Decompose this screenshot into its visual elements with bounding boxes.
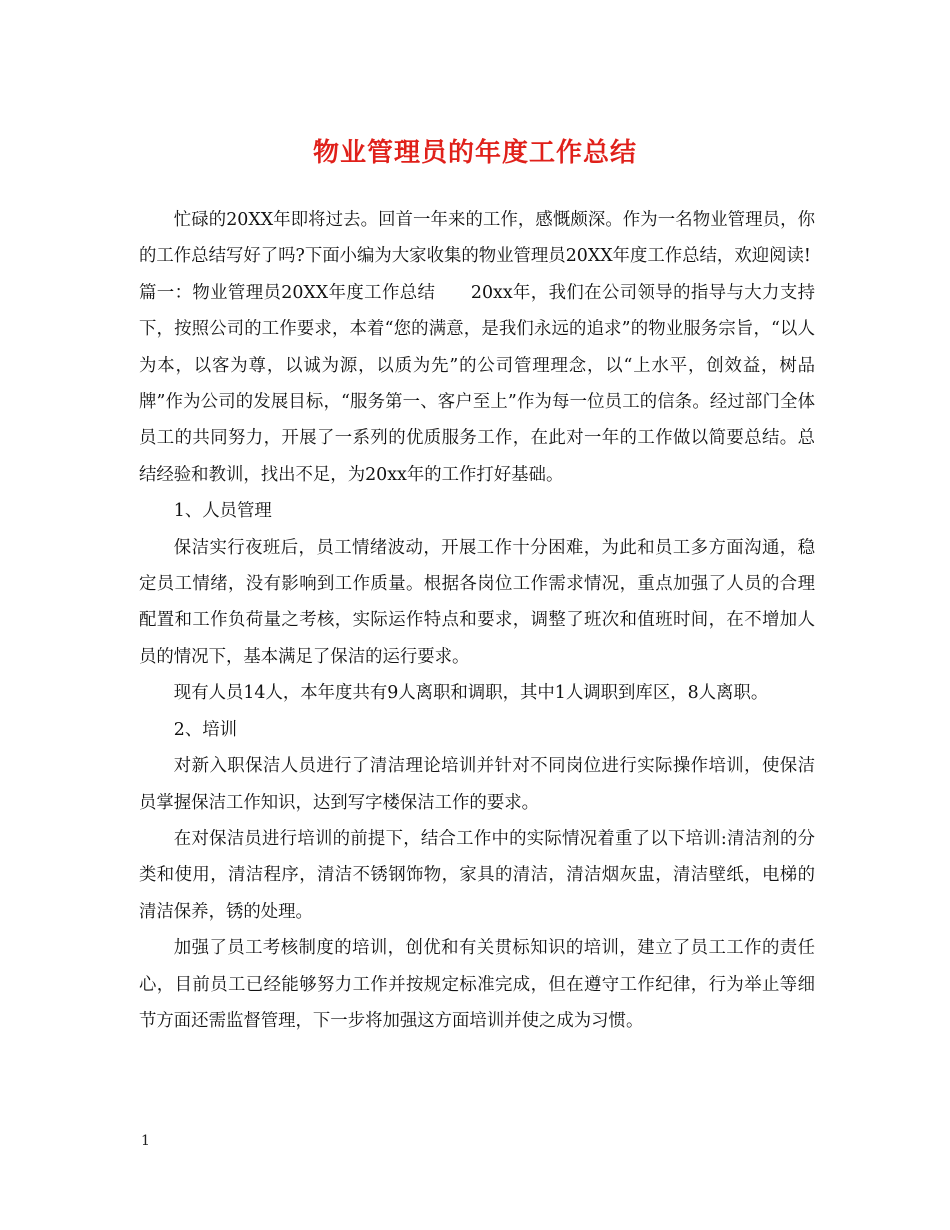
staff-count-paragraph: 现有人员14人，本年度共有9人离职和调职，其中1人调职到库区，8人离职。: [173, 683, 769, 704]
staff-paragraph: 保洁实行夜班后，员工情绪波动，开展工作十分困难，为此和员工多方面沟通，稳定员工情绪，没有影响到工作质量。根据各岗位工作需求情况，重点加强了人员的合理配置和工作负荷量之考核，实际运作特点和要求，调整了班次和值班时间，在不增加人员的情况下，基本满足了保洁的运行要求。: [139, 537, 815, 667]
training-paragraph-1: 对新入职保洁人员进行了清洁理论培训并针对不同岗位进行实际操作培训，使保洁员掌握保洁工作知识，达到写字楼保洁工作的要求。: [139, 756, 815, 813]
document-body: [139, 202, 815, 1039]
document-title: 物业管理员的年度工作总结: [312, 138, 637, 168]
section-heading-staff: 1、人员管理: [173, 501, 272, 522]
training-paragraph-3: 加强了员工考核制度的培训，创优和有关贯标知识的培训，建立了员工工作的责任心，目前员工已经能够努力工作并按规定标准完成，但在遵守工作纪律，行为举止等细节方面还需监督管理，下一步将加强这方面培训并使之成为习惯。: [139, 938, 815, 1031]
page-number: 1: [141, 1133, 150, 1149]
intro-paragraph: 忙碌的20XX年即将过去。回首一年来的工作，感慨颇深。作为一名物业管理员，你的工作总结写好了吗?下面小编为大家收集的物业管理员20XX年度工作总结，欢迎阅读!: [139, 210, 815, 267]
training-paragraph-2: 在对保洁员进行培训的前提下，结合工作中的实际情况着重了以下培训:清洁剂的分类和使用，清洁程序，清洁不锈钢饰物，家具的清洁，清洁烟灰盅，清洁壁纸，电梯的清洁保养，锈的处理。: [139, 828, 815, 922]
section-heading-training: 2、培训: [173, 719, 238, 740]
part-one-paragraph: 篇一：物业管理员20XX年度工作总结 20xx年，我们在公司领导的指导与大力支持下，按照公司的工作要求，本着“您的满意，是我们永远的追求”的物业服务宗旨，“以人为本，以客为尊，以诚为源，以质为先”的公司管理理念，以“上水平，创效益，树品牌”作为公司的发展目标，“服务第一、客户至上”作为每一位员工的信条。经过部门全体员工的共同努力，开展了一系列的优质服务工作，在此对一年的工作做以简要总结。总结经验和教训，找出不足，为20xx年的工作打好基础。: [139, 282, 815, 485]
